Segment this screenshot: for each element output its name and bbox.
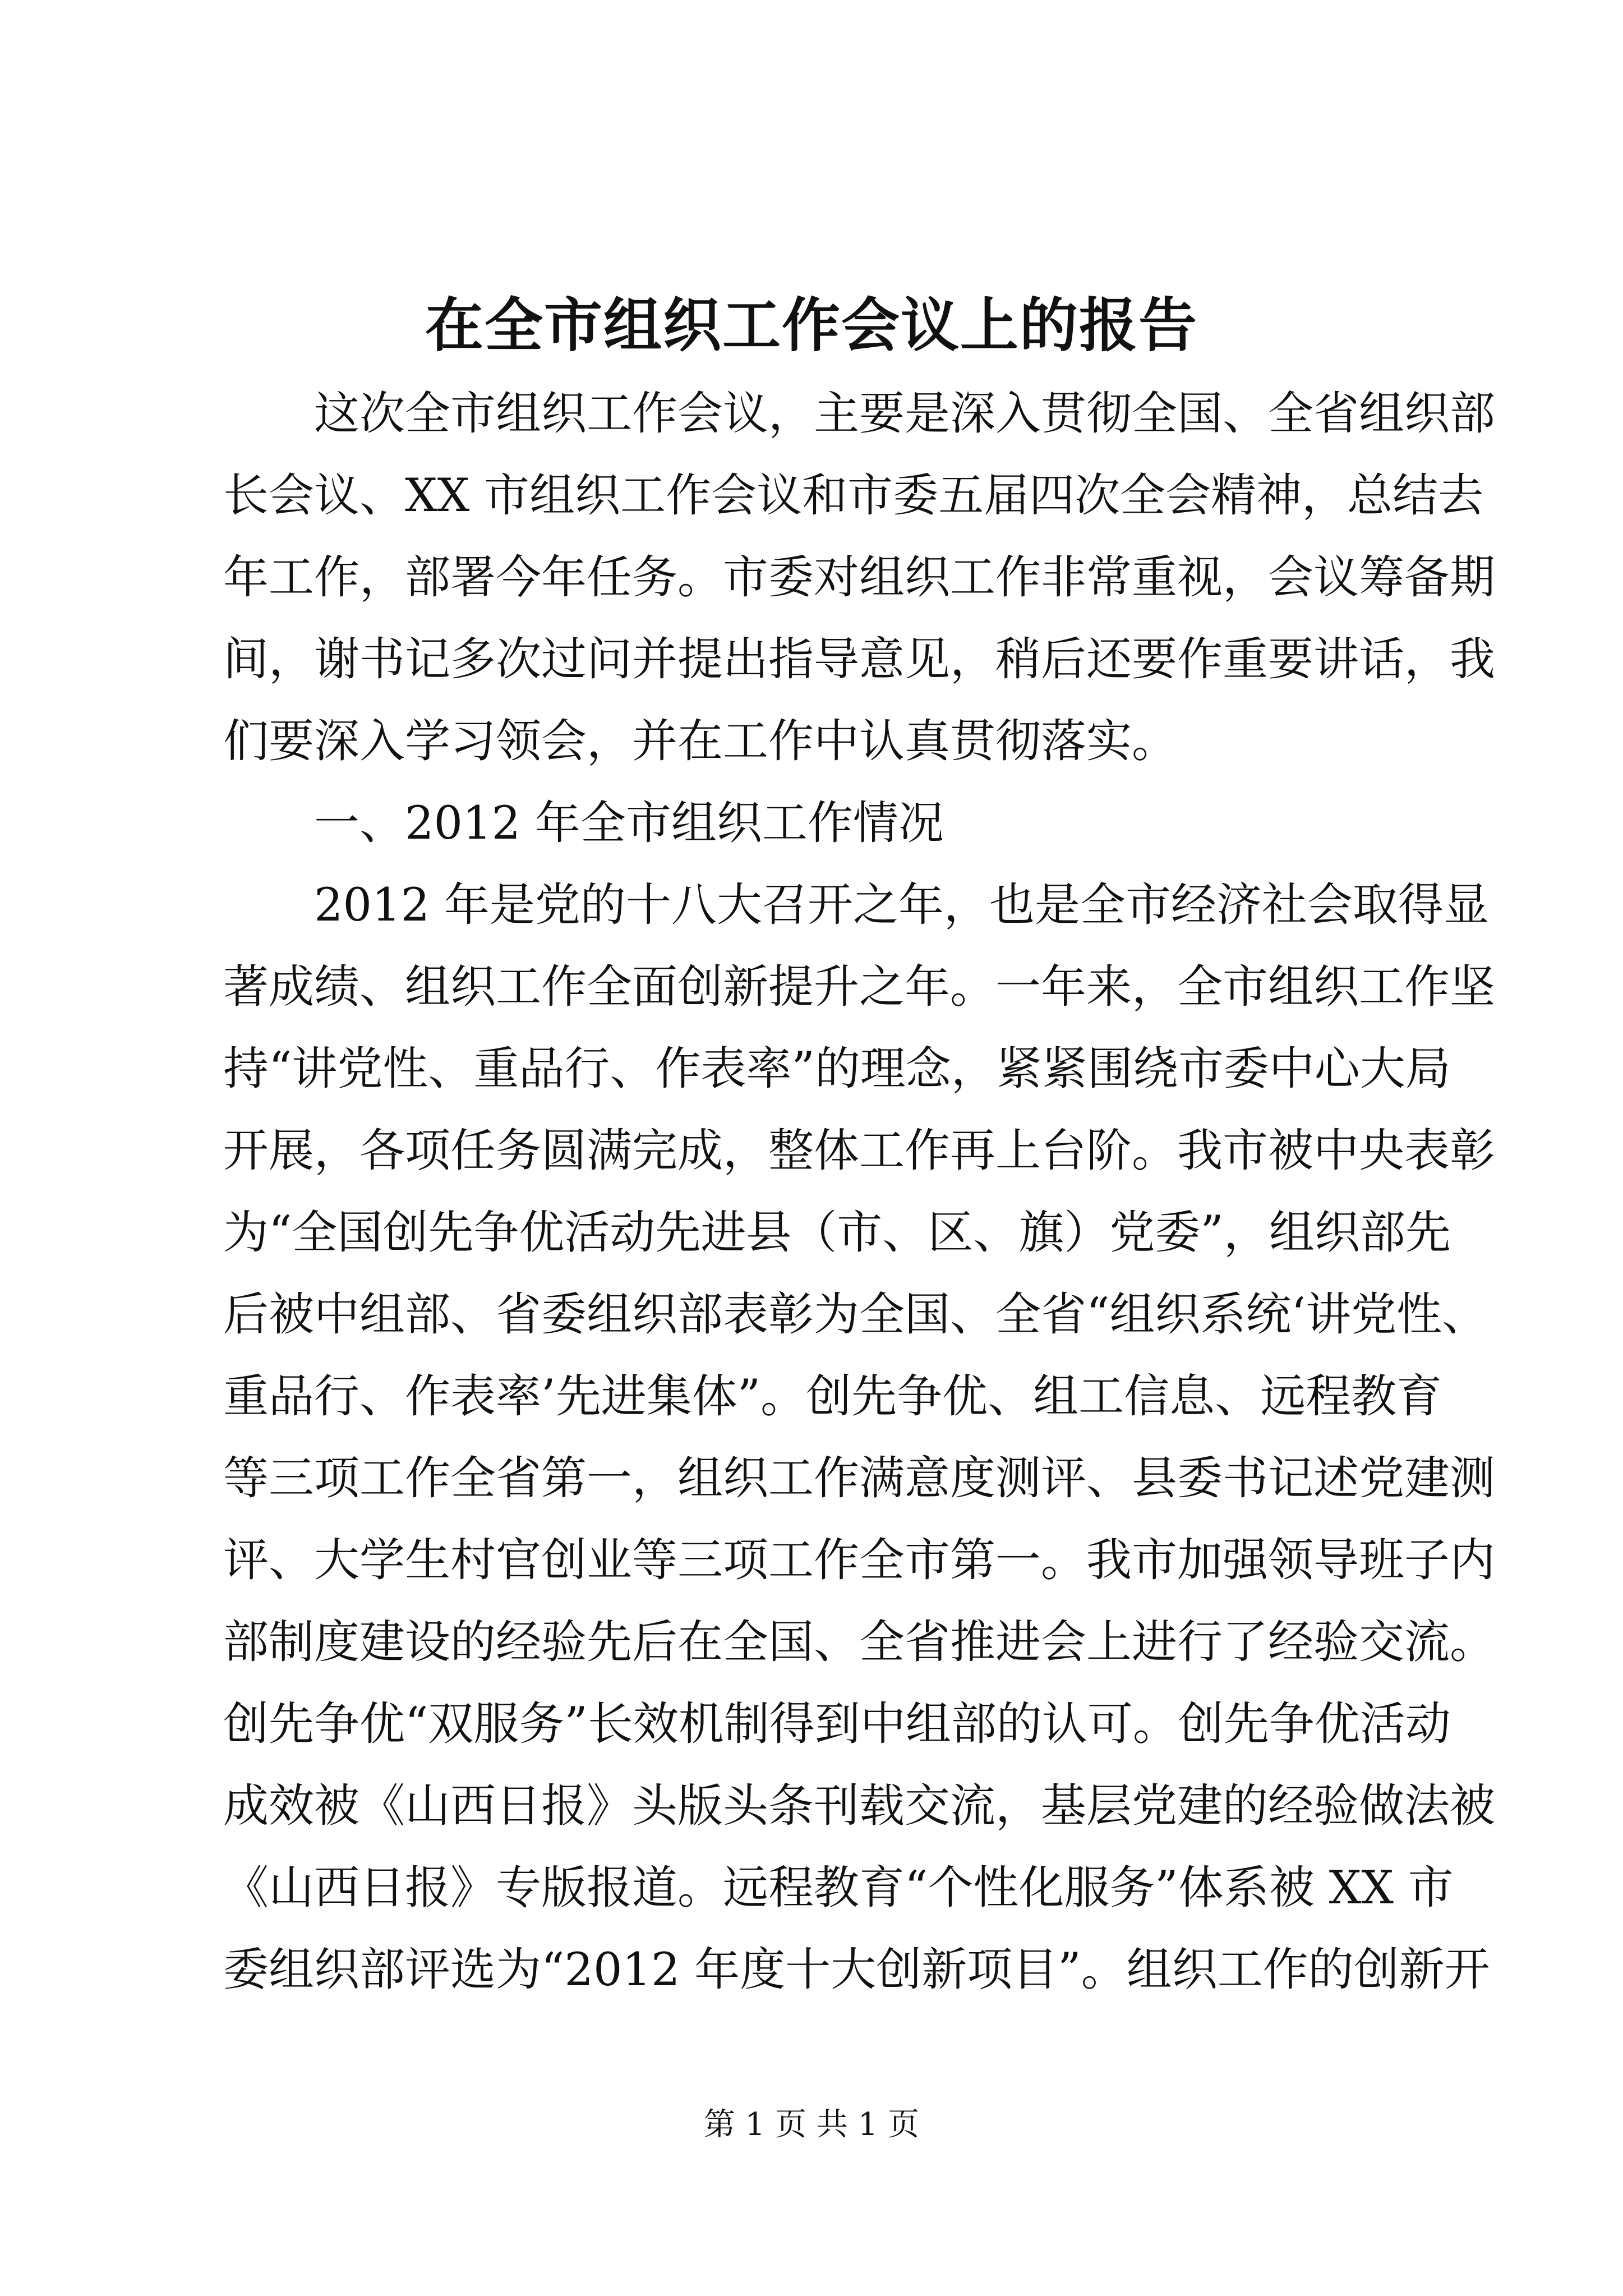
text-line: 长会议、XX 市组织工作会议和市委五届四次全会精神，总结去 <box>223 470 1484 522</box>
text-line: 年工作，部署今年任务。市委对组织工作非常重视，会议筹备期 <box>223 551 1496 604</box>
text-line: 开展，各项任务圆满完成，整体工作再上台阶。我市被中央表彰 <box>223 1125 1496 1177</box>
text-line: 委组织部评选为“2012 年度十大创新项目”。组织工作的创新开 <box>223 1944 1490 1996</box>
text-line: 著成绩、组织工作全面创新提升之年。一年来，全市组织工作坚 <box>223 961 1496 1014</box>
text-line: 创先争优“双服务”长效机制得到中组部的认可。创先争优活动 <box>223 1698 1451 1751</box>
text-line: 为“全国创先争优活动先进县（市、区、旗）党委”，组织部先 <box>223 1207 1451 1259</box>
text-line: 一、2012 年全市组织工作情况 <box>314 797 944 850</box>
text-line: 等三项工作全省第一，组织工作满意度测评、县委书记述党建测 <box>223 1452 1496 1505</box>
text-line: 评、大学生村官创业等三项工作全市第一。我市加强领导班子内 <box>223 1534 1496 1587</box>
text-line: 这次全市组织工作会议，主要是深入贯彻全国、全省组织部 <box>314 388 1496 440</box>
text-line: 重品行、作表率’先进集体”。创先争优、组工信息、远程教育 <box>223 1370 1442 1423</box>
text-line: 成效被《山西日报》头版头条刊载交流，基层党建的经验做法被 <box>223 1780 1496 1833</box>
document-title: 在全市组织工作会议上的报告 <box>425 291 1198 360</box>
text-line: 后被中组部、省委组织部表彰为全国、全省“组织系统‘讲党性、 <box>223 1289 1488 1341</box>
text-line: 2012 年是党的十八大召开之年，也是全市经济社会取得显 <box>314 879 1489 932</box>
text-line: 持“讲党性、重品行、作表率”的理念，紧紧围绕市委中心大局 <box>223 1043 1451 1096</box>
document-body <box>223 373 1496 2011</box>
text-line: 部制度建设的经验先后在全国、全省推进会上进行了经验交流。 <box>223 1616 1496 1669</box>
text-line: 们要深入学习领会，并在工作中认真贯彻落实。 <box>223 715 1178 768</box>
page-footer: 第 1 页 共 1 页 <box>703 2106 920 2143</box>
text-line: 间，谢书记多次过问并提出指导意见，稍后还要作重要讲话，我 <box>223 633 1496 686</box>
text-line: 《山西日报》专版报道。远程教育“个性化服务”体系被 XX 市 <box>223 1862 1454 1915</box>
